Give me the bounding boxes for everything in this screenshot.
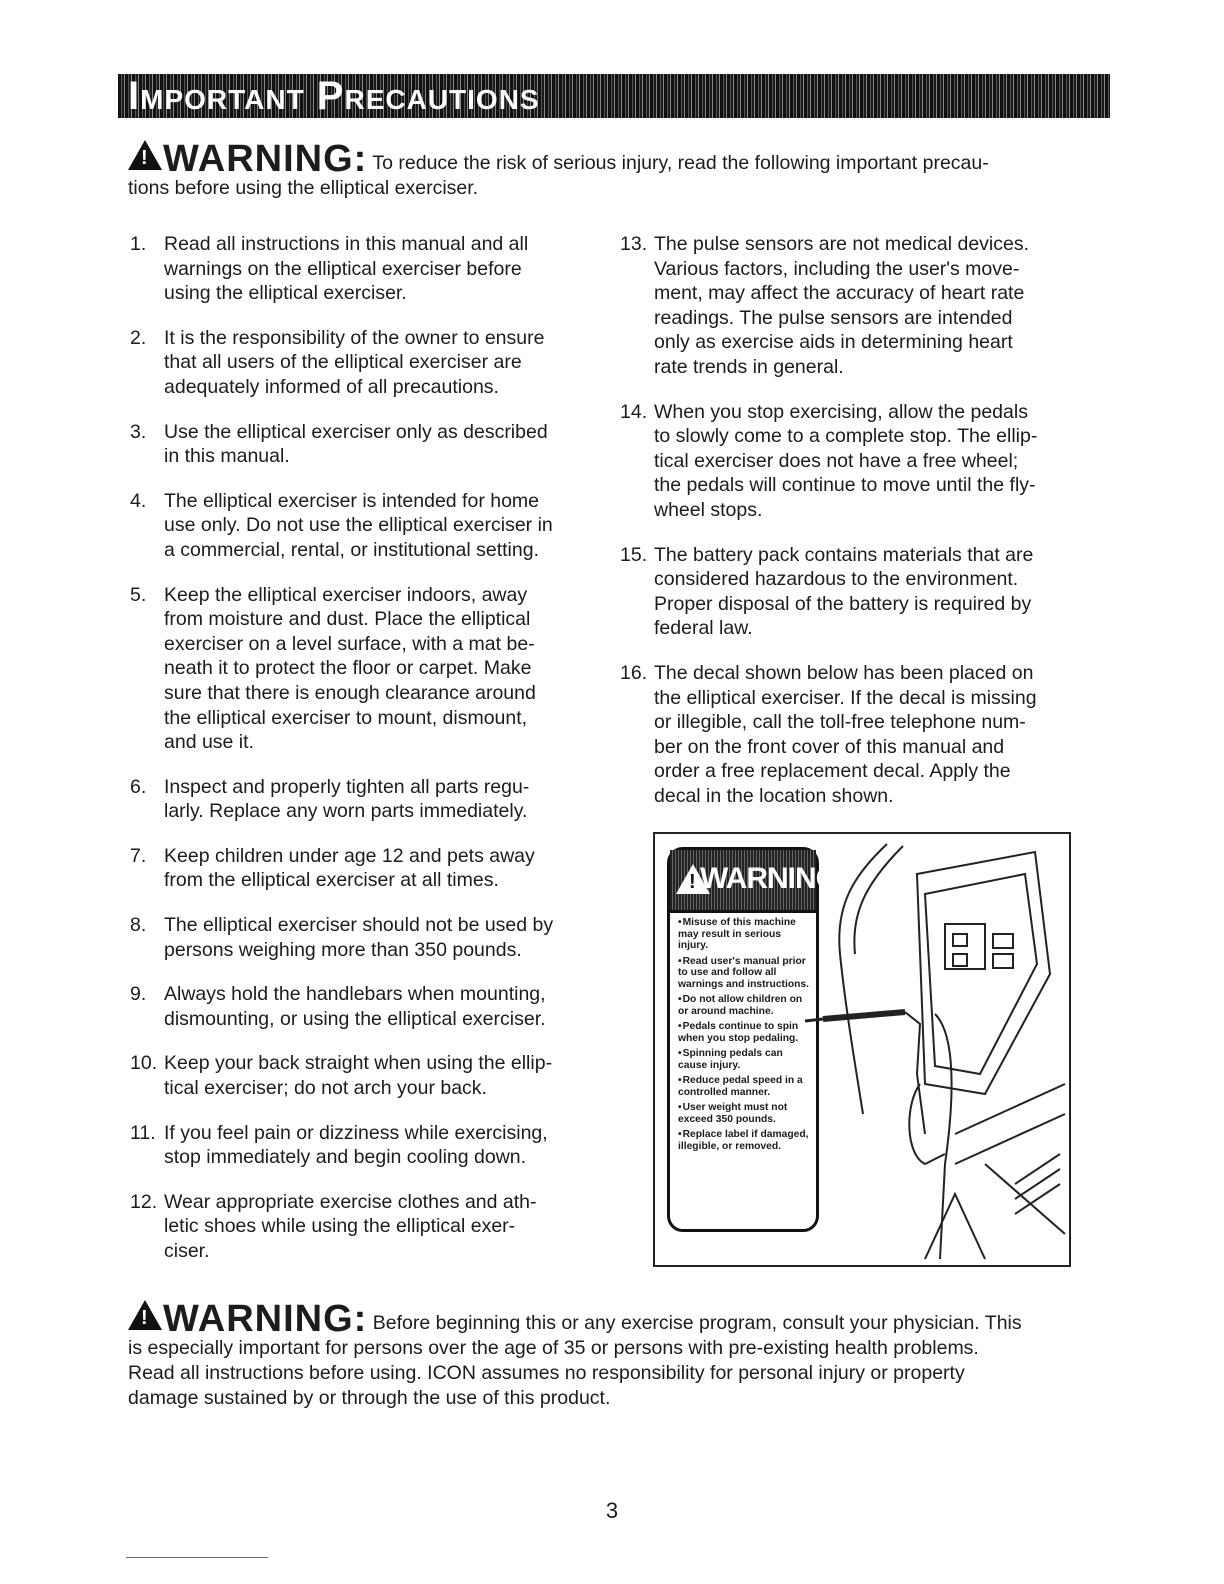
precaution-text-line: The battery pack contains materials that are xyxy=(654,543,1034,566)
decal-title: WARNING xyxy=(700,862,838,895)
precaution-text-line: ber on the front cover of this manual and xyxy=(654,735,1005,758)
precaution-text-line: the pedals will continue to move until the fly- xyxy=(654,474,1036,497)
precaution-text-line: use only. Do not use the elliptical exerciser in xyxy=(164,514,553,537)
bullet-icon: • xyxy=(678,917,682,928)
page-number: 3 xyxy=(605,1498,619,1523)
top-warning xyxy=(128,140,989,201)
bullet-icon: • xyxy=(678,1075,682,1086)
bottom-warning xyxy=(128,1300,1022,1411)
precaution-text-line: sure that there is enough clearance around xyxy=(164,681,536,704)
precaution-number: 1. xyxy=(130,233,147,255)
precaution-text-line: The elliptical exerciser is intended for home xyxy=(164,489,540,512)
warning-text-line: is especially important for persons over the age of 35 or persons with pre-existing health problems. xyxy=(128,1337,979,1359)
decal-warning-text: Misuse of this machine may result in serious injury. xyxy=(678,917,796,951)
precaution-item xyxy=(130,326,610,400)
precaution-number: 9. xyxy=(130,983,147,1006)
warning-triangle-icon xyxy=(128,1300,162,1330)
precaution-number: 16. xyxy=(620,661,648,684)
precaution-text-line: Various factors, including the user's move- xyxy=(654,257,1020,280)
precaution-number: 5. xyxy=(130,583,147,606)
precaution-text-line: Always hold the handlebars when mounting, xyxy=(164,983,546,1006)
precaution-number: 6. xyxy=(130,775,147,798)
precaution-text-line: The elliptical exerciser should not be used by xyxy=(164,914,554,937)
precaution-text-line: wheel stops. xyxy=(654,498,763,521)
left-precautions-column xyxy=(130,232,610,1284)
decal-warning-text: User weight must not exceed 350 pounds. xyxy=(678,1102,788,1125)
precaution-number: 4. xyxy=(130,489,147,512)
precaution-number: 10. xyxy=(130,1052,158,1075)
precaution-text-line: letic shoes while using the elliptical exer- xyxy=(164,1215,516,1238)
precaution-text-line: The decal shown below has been placed on xyxy=(654,661,1034,684)
decal-warning-text: Spinning pedals can cause injury. xyxy=(678,1048,783,1071)
precaution-text-line: to slowly come to a complete stop. The ellip- xyxy=(654,425,1038,448)
precaution-text-line: Inspect and properly tighten all parts regu- xyxy=(164,775,530,798)
elliptical-console-illustration xyxy=(655,834,1069,1265)
precaution-text-line: in this manual. xyxy=(164,445,290,468)
precaution-text-line: exerciser on a level surface, with a mat be- xyxy=(164,632,535,655)
precaution-text-line: neath it to protect the floor or carpet. Make xyxy=(164,657,532,680)
precaution-text-line: decal in the location shown. xyxy=(654,784,894,807)
precaution-item xyxy=(130,1051,610,1100)
decal-warning-text: Read user's manual prior to use and follow all warnings and instructions. xyxy=(678,955,810,990)
precaution-text-line: using the elliptical exerciser. xyxy=(164,282,407,305)
decal-warning-text: Pedals continue to spin when you stop pedaling. xyxy=(678,1021,799,1044)
precaution-text-line: federal law. xyxy=(654,617,753,640)
section-title: Important Precautions xyxy=(128,74,540,118)
precaution-text-line: dismounting, or using the elliptical exerciser. xyxy=(164,1007,546,1030)
precaution-number: 2. xyxy=(130,326,147,349)
precaution-text-line: or illegible, call the toll-free telephone num- xyxy=(654,711,1026,734)
precaution-text-line: Keep the elliptical exerciser indoors, away xyxy=(164,583,528,606)
precaution-text-line: Use the elliptical exerciser only as described xyxy=(164,420,548,443)
bullet-icon: • xyxy=(678,1129,682,1140)
precaution-text-line: The pulse sensors are not medical devices. xyxy=(654,233,1030,255)
warning-text-line: damage sustained by or through the use of this product. xyxy=(128,1387,611,1409)
precaution-item xyxy=(130,913,610,962)
precaution-text-line: and use it. xyxy=(164,731,254,754)
warning-label: WARNING: xyxy=(163,1298,368,1340)
precaution-item xyxy=(130,1190,610,1264)
precaution-number: 14. xyxy=(620,400,648,423)
decal-warning-text: Reduce pedal speed in a controlled manner. xyxy=(678,1075,803,1098)
precaution-text-line: the elliptical exerciser to mount, dismount, xyxy=(164,706,528,729)
precaution-text-line: ment, may affect the accuracy of heart rate xyxy=(654,282,1025,305)
precaution-text-line: tical exerciser does not have a free wheel; xyxy=(654,449,1019,472)
precaution-text-line: tical exerciser; do not arch your back. xyxy=(164,1077,487,1100)
precaution-item xyxy=(130,232,610,306)
precaution-item xyxy=(130,982,610,1031)
precaution-text-line: order a free replacement decal. Apply the xyxy=(654,760,1011,783)
precaution-text-line: If you feel pain or dizziness while exercising, xyxy=(164,1121,548,1144)
precaution-text-line: warnings on the elliptical exerciser before xyxy=(164,257,522,280)
precaution-text-line: rate trends in general. xyxy=(654,355,844,378)
precaution-text-line: Read all instructions in this manual and all xyxy=(164,233,529,255)
precaution-item xyxy=(130,1121,610,1170)
precaution-number: 8. xyxy=(130,914,147,937)
precaution-text-line: When you stop exercising, allow the pedals xyxy=(654,400,1028,423)
precaution-number: 3. xyxy=(130,420,147,443)
bullet-icon: • xyxy=(678,994,682,1005)
precaution-item xyxy=(130,775,610,824)
warning-text-line: Read all instructions before using. ICON assumes no responsibility for personal injury or property xyxy=(128,1362,965,1384)
precaution-number: 13. xyxy=(620,233,648,255)
precaution-item xyxy=(620,400,1090,523)
precaution-item xyxy=(620,543,1090,641)
warning-text-line: tions before using the elliptical exerciser. xyxy=(128,177,479,199)
warning-label: WARNING: xyxy=(163,138,368,180)
bullet-icon: • xyxy=(678,1048,682,1059)
precaution-item xyxy=(620,232,1090,380)
bullet-icon: • xyxy=(678,955,682,967)
precaution-item xyxy=(130,844,610,893)
warning-text-line: To reduce the risk of serious injury, read the following important precau- xyxy=(372,152,989,174)
decal-warning-text: Replace label if damaged, illegible, or removed. xyxy=(678,1129,809,1152)
bullet-icon: • xyxy=(678,1102,682,1113)
precaution-item xyxy=(130,420,610,469)
precaution-text-line: a commercial, rental, or institutional setting. xyxy=(164,538,539,561)
precaution-text-line: persons weighing more than 350 pounds. xyxy=(164,938,522,961)
right-precautions-column xyxy=(620,232,1090,828)
decal-warning-text: Do not allow children on or around machine. xyxy=(678,994,803,1017)
precaution-text-line: Proper disposal of the battery is required by xyxy=(654,592,1032,615)
precaution-item xyxy=(130,489,610,563)
footnote-rule xyxy=(126,1557,268,1558)
bullet-icon: • xyxy=(678,1021,682,1032)
precaution-number: 12. xyxy=(130,1190,158,1213)
precaution-text-line: Keep children under age 12 and pets away xyxy=(164,844,535,867)
precaution-text-line: the elliptical exerciser. If the decal is missing xyxy=(654,686,1037,709)
precaution-text-line: considered hazardous to the environment. xyxy=(654,568,1019,591)
precaution-text-line: ciser. xyxy=(164,1240,210,1262)
precaution-text-line: stop immediately and begin cooling down. xyxy=(164,1146,527,1169)
precaution-number: 7. xyxy=(130,844,147,867)
precaution-text-line: larly. Replace any worn parts immediately. xyxy=(164,800,528,823)
warning-triangle-icon xyxy=(128,140,162,170)
precaution-text-line: from moisture and dust. Place the elliptical xyxy=(164,608,531,631)
precaution-item xyxy=(130,583,610,755)
precaution-text-line: adequately informed of all precautions. xyxy=(164,375,499,398)
precaution-text-line: that all users of the elliptical exerciser are xyxy=(164,351,522,374)
precaution-text-line: Wear appropriate exercise clothes and ath- xyxy=(164,1190,537,1213)
decal-location-figure xyxy=(653,832,1071,1267)
precaution-number: 15. xyxy=(620,543,648,566)
precaution-text-line: from the elliptical exerciser at all times. xyxy=(164,869,499,892)
section-header-banner xyxy=(118,74,1110,118)
precaution-number: 11. xyxy=(130,1121,156,1144)
precaution-text-line: readings. The pulse sensors are intended xyxy=(654,306,1013,329)
precaution-text-line: It is the responsibility of the owner to ensure xyxy=(164,326,545,349)
precaution-text-line: Keep your back straight when using the ellip- xyxy=(164,1052,553,1075)
warning-text-line: Before beginning this or any exercise program, consult your physician. This xyxy=(372,1312,1022,1334)
precaution-text-line: only as exercise aids in determining heart xyxy=(654,331,1013,354)
precaution-item xyxy=(620,661,1090,809)
